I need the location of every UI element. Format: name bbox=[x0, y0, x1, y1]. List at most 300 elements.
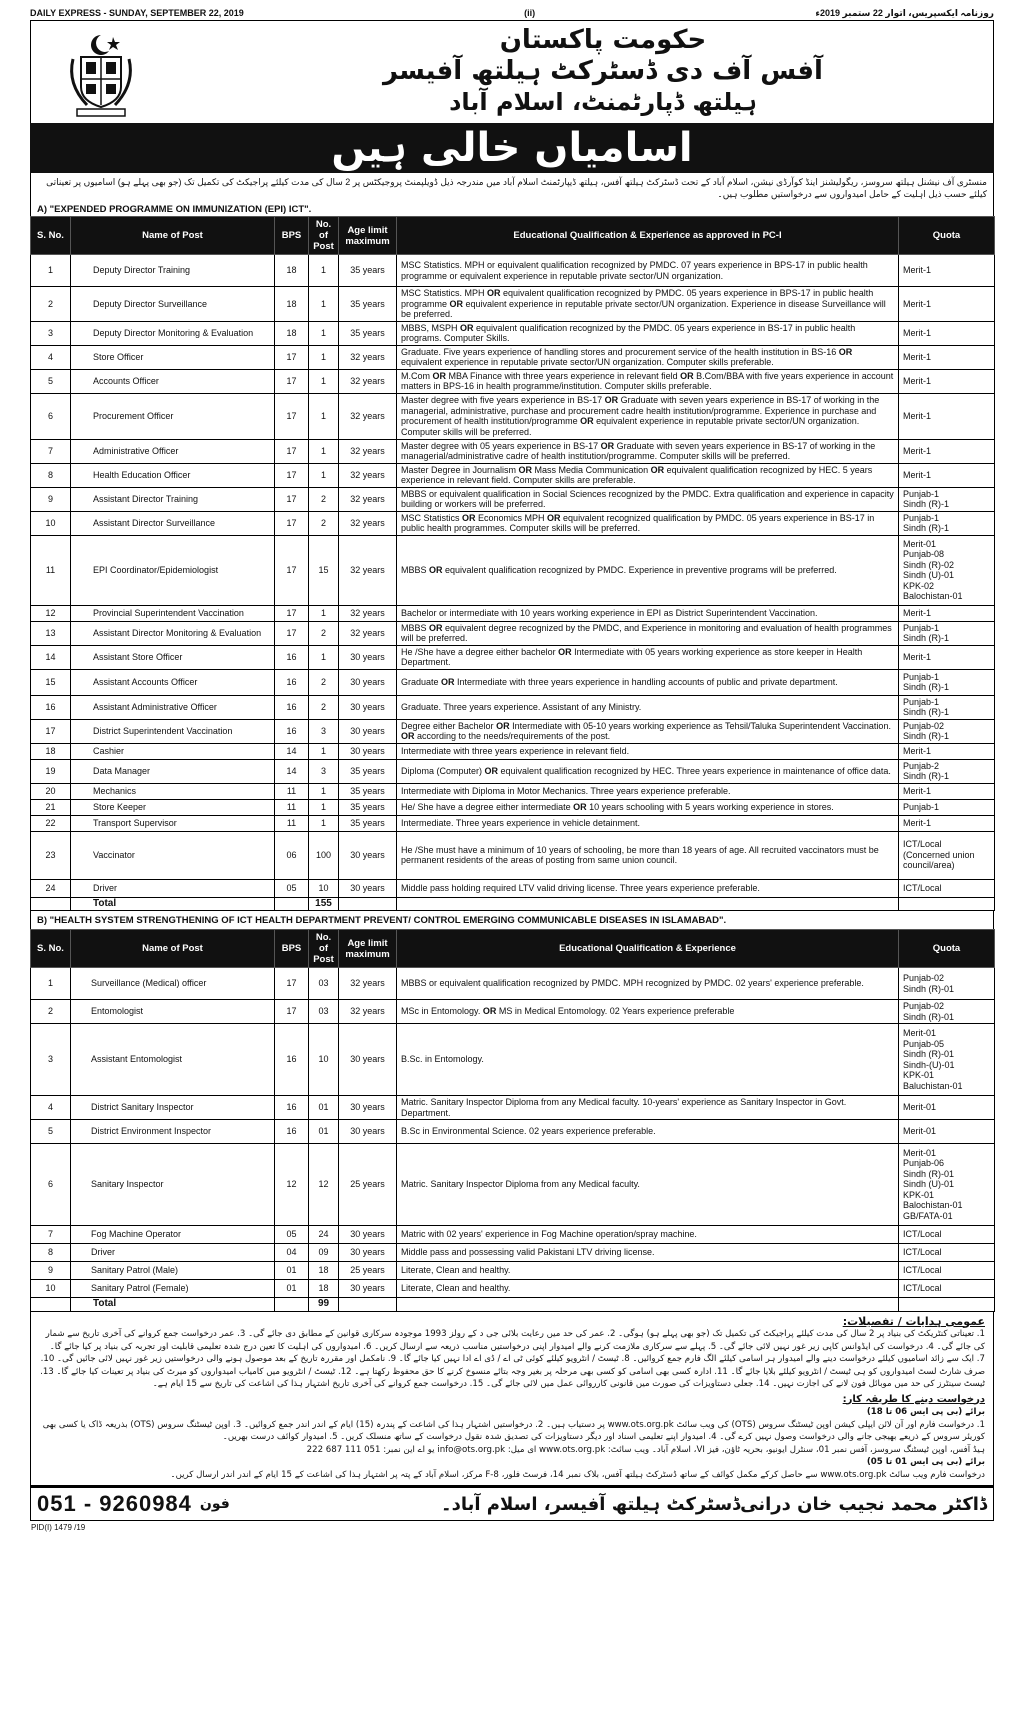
cell-sno: 17 bbox=[31, 719, 71, 743]
page-number: (ii) bbox=[524, 8, 536, 18]
cell-post-name: Sanitary Inspector bbox=[71, 1144, 275, 1226]
cell-sno: 6 bbox=[31, 393, 71, 439]
cell-bps: 17 bbox=[275, 511, 309, 535]
cell-quota: Merit-1 bbox=[899, 743, 995, 759]
table-row bbox=[31, 439, 995, 463]
cell-sno: 24 bbox=[31, 879, 71, 897]
cell-no-of-post: 1 bbox=[309, 287, 339, 322]
cell-sno: 5 bbox=[31, 1120, 71, 1144]
cell-bps: 16 bbox=[275, 1024, 309, 1096]
cell-qualification: MSc in Entomology. OR MS in Medical Entomology. 02 Years experience preferable bbox=[397, 1000, 899, 1024]
cell-qualification: Master degree with 05 years experience in BS-17 OR Graduate with seven years experience in BS-17 of working in the managerial/administrative cadre of health institution/programme. Computer skills will be preferred. bbox=[397, 439, 899, 463]
cell-post-name: Driver bbox=[71, 879, 275, 897]
section-a-title: A) "EXPENDED PROGRAMME ON IMMUNIZATION (EPI) ICT". bbox=[30, 203, 994, 216]
cell-no-of-post: 2 bbox=[309, 669, 339, 695]
table-row bbox=[31, 287, 995, 322]
newspaper-date-urdu: روزنامہ ایکسپریس، اتوار 22 ستمبر 2019ء bbox=[815, 8, 994, 18]
cell-bps: 18 bbox=[275, 321, 309, 345]
cell-empty bbox=[31, 897, 71, 911]
cell-quota: Merit-1 bbox=[899, 393, 995, 439]
bps-1-5-paragraph: درخواست فارم ویب سائٹ www.ots.org.pk سے حاصل کرکے مکمل کوائف کے ساتھ ڈسٹرکٹ ہیلتھ آفس، بلاک نمبر 14، فرسٹ فلور، F-8 مرکز، اسلام آباد کے پتہ پر اشتہار ہذا کی اشاعت کے 15 ایام کے اندر اندر ارسال کریں۔ bbox=[170, 1469, 985, 1480]
cell-post-name: Assistant Entomologist bbox=[71, 1024, 275, 1096]
cell-bps: 05 bbox=[275, 879, 309, 897]
cell-bps: 04 bbox=[275, 1244, 309, 1262]
cell-no-of-post: 01 bbox=[309, 1096, 339, 1120]
cell-post-name: Driver bbox=[71, 1244, 275, 1262]
cell-bps: 14 bbox=[275, 743, 309, 759]
cell-sno: 2 bbox=[31, 287, 71, 322]
cell-post-name: Mechanics bbox=[71, 783, 275, 799]
table-row bbox=[31, 605, 995, 621]
cell-quota: Merit-01 Punjab-05 Sindh (R)-01 Sindh-(U)-01 KPK-01 Baluchistan-01 bbox=[899, 1024, 995, 1096]
cell-quota: Merit-1 bbox=[899, 463, 995, 487]
total-row bbox=[31, 897, 995, 911]
cell-sno: 4 bbox=[31, 1096, 71, 1120]
cell-no-of-post: 2 bbox=[309, 695, 339, 719]
cell-no-of-post: 15 bbox=[309, 535, 339, 605]
cell-quota: Merit-1 bbox=[899, 369, 995, 393]
cell-bps: 17 bbox=[275, 487, 309, 511]
cell-post-name: Assistant Store Officer bbox=[71, 645, 275, 669]
table-row bbox=[31, 321, 995, 345]
cell-bps: 16 bbox=[275, 645, 309, 669]
section-b-table bbox=[30, 929, 995, 1312]
cell-age-limit: 32 years bbox=[339, 621, 397, 645]
table-row bbox=[31, 669, 995, 695]
cell-age-limit: 32 years bbox=[339, 968, 397, 1000]
total-row bbox=[31, 1298, 995, 1312]
cell-no-of-post: 1 bbox=[309, 463, 339, 487]
cell-age-limit: 25 years bbox=[339, 1262, 397, 1280]
cell-bps: 11 bbox=[275, 783, 309, 799]
table-row bbox=[31, 815, 995, 831]
cell-quota: Merit-1 bbox=[899, 605, 995, 621]
cell-no-of-post: 18 bbox=[309, 1262, 339, 1280]
cell-no-of-post: 1 bbox=[309, 815, 339, 831]
cell-no-of-post: 1 bbox=[309, 605, 339, 621]
intro-text: منسٹری آف نیشنل ہیلتھ سروسز، ریگولیشنز اینڈ کوآرڈی نیشن، اسلام آباد کے تحت ڈسٹرکٹ ہیلتھ آفس، ہیلتھ ڈیپارٹمنٹ اسلام آباد میں مندرجہ ذیل ڈویلپمنٹ پروجیکٹس پر 2 سال کی مدت کیلئے پراجیکٹ کی تکمیل تک (جو بھی پہلے ہو) اسامیوں پر تعیناتی کیلئے حسب ذیل اہلیت کے حامل امیدواروں سے درخواستیں مطلوب ہیں۔ bbox=[30, 173, 994, 203]
cell-bps: 17 bbox=[275, 621, 309, 645]
column-header-age-limit: Age limit maximum bbox=[339, 217, 397, 255]
column-header-name-of-post: Name of Post bbox=[71, 217, 275, 255]
cell-empty bbox=[899, 897, 995, 911]
cell-bps: 18 bbox=[275, 255, 309, 287]
cell-no-of-post: 1 bbox=[309, 645, 339, 669]
general-instructions bbox=[30, 1312, 994, 1487]
section-b-header-row bbox=[31, 930, 995, 968]
cell-no-of-post: 1 bbox=[309, 439, 339, 463]
table-row bbox=[31, 463, 995, 487]
table-row bbox=[31, 511, 995, 535]
cell-post-name: Store Keeper bbox=[71, 799, 275, 815]
cell-post-name: Deputy Director Monitoring & Evaluation bbox=[71, 321, 275, 345]
cell-sno: 19 bbox=[31, 759, 71, 783]
total-posts: 99 bbox=[309, 1298, 339, 1312]
advertisement-page bbox=[30, 8, 994, 1708]
cell-qualification: Graduate. Three years experience. Assistant of any Ministry. bbox=[397, 695, 899, 719]
cell-no-of-post: 1 bbox=[309, 255, 339, 287]
cell-age-limit: 32 years bbox=[339, 1000, 397, 1024]
table-row bbox=[31, 1262, 995, 1280]
cell-sno: 21 bbox=[31, 799, 71, 815]
cell-age-limit: 30 years bbox=[339, 695, 397, 719]
cell-post-name: Deputy Director Training bbox=[71, 255, 275, 287]
cell-bps: 17 bbox=[275, 439, 309, 463]
cell-quota: ICT/Local bbox=[899, 1262, 995, 1280]
cell-qualification: Degree either Bachelor OR Intermediate with 05-10 years working experience as Tehsil/Taluka Superintendent Vaccination. OR according to the needs/requirements of the post. bbox=[397, 719, 899, 743]
cell-quota: Punjab-1 Sindh (R)-1 bbox=[899, 695, 995, 719]
table-row bbox=[31, 1024, 995, 1096]
office-name: ڈسٹرکٹ ہیلتھ آفیسر، اسلام آباد۔ bbox=[441, 1493, 741, 1515]
table-row bbox=[31, 1226, 995, 1244]
table-row bbox=[31, 535, 995, 605]
cell-no-of-post: 01 bbox=[309, 1120, 339, 1144]
cell-quota: Punjab-2 Sindh (R)-1 bbox=[899, 759, 995, 783]
cell-post-name: Vaccinator bbox=[71, 831, 275, 879]
cell-quota: Merit-1 bbox=[899, 321, 995, 345]
cell-qualification: Bachelor or intermediate with 10 years working experience in EPI as District Superintendent Vaccination. bbox=[397, 605, 899, 621]
cell-qualification: Master degree with five years experience in BS-17 OR Graduate with seven years experience in BS-17 of working in the managerial, administrative, purchase and procurement cadre health institution/programme. Experience in purchase and procurement of health institution/programme OR equivalent experience in reputable private sector/UN organization. Computer skills will be preferred. bbox=[397, 393, 899, 439]
cell-quota: ICT/Local bbox=[899, 1226, 995, 1244]
instructions-paragraph: 1. تعیناتی کنٹریکٹ کی بنیاد پر 2 سال کی مدت کیلئے پراجیکٹ کی تکمیل تک (جو بھی پہلے ہو) ہوگی۔ 2. عمر کی حد میں رعایت بلائی جی د کے رولز 1993 موجودہ سرکاری قوانین کے مطابق دی جائے گی۔ 3. عمر درخواست جمع کروانے کی آخری تاریخ سے شمار کی جائے گی۔ 4. درخواست کی ایڈوانس کاپی زیر غور نہیں لائی جائے گی۔ 5. پہلے سے سرکاری ملازمت کرنے والے امیدوار اپنی درخواستیں مناسب ذریعہ سے ارسال کریں۔ 6. امیدواروں کی اہلیت کا تعین درج شدہ تعلیمی قابلیت اور تجربہ کی بنیاد پر کیا جائے گا۔ 7. ایک سے زائد اسامیوں کیلئے درخواست دینے والے امیدوار ہر اسامی کیلئے الگ فارم جمع کروائیں۔ 8. ٹیسٹ / انٹرویو کیلئے کوئی ٹی اے / ڈی اے ادا نہیں کیا جائے گا۔ 9. نامکمل اور مقررہ تاریخ کے بعد موصول ہونے والی درخواستیں زیر غور نہیں لائی جائیں گی۔ 10. صرف شارٹ لسٹ امیدواروں کو ہی ٹیسٹ / انٹرویو کیلئے بلایا جائے گا۔ 11. ادارہ کسی بھی اسامی کو کسی بھی مرحلہ پر بغیر وجہ بتائے منسوخ کرنے کا حق محفوظ رکھتا ہے۔ 12. ٹیسٹ / انٹرویو میں کامیاب امیدواروں کو میرٹ کی بنیاد پر تعینات کیا جائے گا۔ 13. ٹیسٹ سینٹرز کی حد میں موبائل فون لانے کی اجازت نہیں۔ 14. جعلی دستاویزات کی صورت میں قانونی کارروائی عمل میں لائی جائے گی۔ 15. درخواست جمع کروانے کی آخری تاریخ اشتہار ہذا کی اشاعت کی تاریخ سے 15 ایام ہے۔ bbox=[40, 1329, 985, 1389]
cell-qualification: MBBS or equivalent qualification in Social Sciences recognized by the PMDC. Extra qualification and experience in capacity building or workers will be preferred. bbox=[397, 487, 899, 511]
cell-age-limit: 30 years bbox=[339, 1226, 397, 1244]
cell-bps: 11 bbox=[275, 799, 309, 815]
cell-qualification: M.Com OR MBA Finance with three years experience in relevant field OR B.Com/BBA with five years experience in account matters in BPS-16 in health programme/institution. Computer skills preferable. bbox=[397, 369, 899, 393]
cell-no-of-post: 1 bbox=[309, 345, 339, 369]
cell-quota: ICT/Local bbox=[899, 879, 995, 897]
cell-quota: Punjab-1 Sindh (R)-1 bbox=[899, 487, 995, 511]
cell-bps: 06 bbox=[275, 831, 309, 879]
cell-sno: 3 bbox=[31, 1024, 71, 1096]
cell-sno: 14 bbox=[31, 645, 71, 669]
how-to-apply-paragraph: 1. درخواست فارم اور آن لائن ایپلی کیشن اوپن ٹیسٹنگ سروس (OTS) کی ویب سائٹ www.ots.org.pk پر دستیاب ہیں۔ 2. درخواستیں اشتہار ہذا کی اشاعت کے پندرہ (15) ایام کے اندر اندر جمع کروائیں۔ 3. اوپن ٹیسٹنگ سروس (OTS) بذریعہ ڈاک یا کسی بھی کوریئر سروس کے ذریعے بھیجی جانے والی درخواست وصول نہیں کرے گی۔ 4. امیدوار اپنے تعلیمی اسناد اور دیگر دستاویزات کی تصدیق شدہ نقول درخواست کے ساتھ منسلک کریں۔ 5. امیدوار کوائف درست بھریں۔ bbox=[42, 1419, 985, 1442]
column-header-bps: BPS bbox=[275, 930, 309, 968]
cell-sno: 5 bbox=[31, 369, 71, 393]
cell-age-limit: 32 years bbox=[339, 511, 397, 535]
cell-qualification: MSC Statistics OR Economics MPH OR equivalent recognized qualification by PMDC. 05 years experience in BS-17 in public health programmes. Computer skills will be preferred. bbox=[397, 511, 899, 535]
cell-qualification: MBBS, MSPH OR equivalent qualification recognized by the PMDC. 05 years experience in BS-17 in public health programs. Computer Skills. bbox=[397, 321, 899, 345]
cell-post-name: Sanitary Patrol (Male) bbox=[71, 1262, 275, 1280]
cell-no-of-post: 18 bbox=[309, 1280, 339, 1298]
cell-post-name: Data Manager bbox=[71, 759, 275, 783]
cell-quota: Merit-1 bbox=[899, 815, 995, 831]
cell-qualification: MSC Statistics. MPH OR equivalent qualification recognized by PMDC. 05 years experience in BPS-17 in public health programme OR equivalent experience in reputable private sector/UN organization. Experience in disease Surveillance will be preferred. bbox=[397, 287, 899, 322]
section-a-table bbox=[30, 216, 995, 911]
cell-qualification: Middle pass holding required LTV valid driving license. Three years experience preferable. bbox=[397, 879, 899, 897]
ad-footer bbox=[30, 1486, 994, 1532]
table-row bbox=[31, 783, 995, 799]
table-row bbox=[31, 759, 995, 783]
cell-qualification: Literate, Clean and healthy. bbox=[397, 1280, 899, 1298]
cell-post-name: Fog Machine Operator bbox=[71, 1226, 275, 1244]
cell-qualification: B.Sc. in Entomology. bbox=[397, 1024, 899, 1096]
cell-quota: Merit-1 bbox=[899, 345, 995, 369]
cell-age-limit: 35 years bbox=[339, 287, 397, 322]
total-label: Total bbox=[71, 1298, 275, 1312]
cell-no-of-post: 09 bbox=[309, 1244, 339, 1262]
cell-qualification: Graduate OR Intermediate with three years experience in handling accounts of public and private department. bbox=[397, 669, 899, 695]
cell-qualification: He /She must have a minimum of 10 years of schooling, be more than 18 years of age. All recruited vaccinators must be permanent residents of the areas of posting from same union council. bbox=[397, 831, 899, 879]
cell-post-name: Deputy Director Surveillance bbox=[71, 287, 275, 322]
table-row bbox=[31, 879, 995, 897]
table-row bbox=[31, 487, 995, 511]
cell-sno: 8 bbox=[31, 463, 71, 487]
cell-qualification: MBBS OR equivalent qualification recognized by PMDC. Experience in preventive programs will be preferred. bbox=[397, 535, 899, 605]
cell-age-limit: 32 years bbox=[339, 463, 397, 487]
cell-post-name: Administrative Officer bbox=[71, 439, 275, 463]
table-row bbox=[31, 695, 995, 719]
bps-1-5-label: برائے (بی پی ایس 01 تا 05) bbox=[866, 1457, 985, 1467]
cell-age-limit: 30 years bbox=[339, 1244, 397, 1262]
column-header-name-of-post: Name of Post bbox=[71, 930, 275, 968]
column-header-qualification: Educational Qualification & Experience bbox=[397, 930, 899, 968]
table-row bbox=[31, 645, 995, 669]
cell-no-of-post: 3 bbox=[309, 759, 339, 783]
cell-age-limit: 30 years bbox=[339, 1280, 397, 1298]
cell-quota: Merit-1 bbox=[899, 645, 995, 669]
ots-contact: ہیڈ آفس، اوپن ٹیسٹنگ سروسز، آفس نمبر 01، سنٹرل ایونیو، بحریہ ٹاؤن، فیز VI، اسلام آباد۔ ویب سائٹ: www.ots.org.pk ای میل: info@ots.org.pk یو اے این نمبر: 051 111 687 222 bbox=[306, 1444, 985, 1455]
cell-qualification: B.Sc in Environmental Science. 02 years experience preferable. bbox=[397, 1120, 899, 1144]
department-heading bbox=[303, 25, 903, 117]
table-row bbox=[31, 1000, 995, 1024]
cell-post-name: Accounts Officer bbox=[71, 369, 275, 393]
cell-age-limit: 35 years bbox=[339, 759, 397, 783]
cell-empty bbox=[339, 1298, 397, 1312]
cell-quota: Punjab-1 bbox=[899, 799, 995, 815]
cell-no-of-post: 1 bbox=[309, 393, 339, 439]
cell-empty bbox=[275, 897, 309, 911]
cell-empty bbox=[31, 1298, 71, 1312]
cell-quota: Merit-1 bbox=[899, 783, 995, 799]
cell-sno: 6 bbox=[31, 1144, 71, 1226]
cell-age-limit: 35 years bbox=[339, 255, 397, 287]
cell-sno: 10 bbox=[31, 511, 71, 535]
cell-no-of-post: 03 bbox=[309, 1000, 339, 1024]
cell-quota: Merit-01 bbox=[899, 1096, 995, 1120]
cell-age-limit: 30 years bbox=[339, 1024, 397, 1096]
cell-age-limit: 35 years bbox=[339, 783, 397, 799]
cell-bps: 14 bbox=[275, 759, 309, 783]
cell-bps: 17 bbox=[275, 345, 309, 369]
cell-qualification: He/ She have a degree either intermediate OR 10 years schooling with 5 years working experience in stores. bbox=[397, 799, 899, 815]
cell-bps: 16 bbox=[275, 669, 309, 695]
table-row bbox=[31, 1244, 995, 1262]
cell-post-name: EPI Coordinator/Epidemiologist bbox=[71, 535, 275, 605]
cell-bps: 16 bbox=[275, 719, 309, 743]
cell-age-limit: 25 years bbox=[339, 1144, 397, 1226]
cell-quota: Punjab-02 Sindh (R)-01 bbox=[899, 1000, 995, 1024]
cell-post-name: Assistant Accounts Officer bbox=[71, 669, 275, 695]
cell-quota: Punjab-1 Sindh (R)-1 bbox=[899, 511, 995, 535]
signatory-name: ڈاکٹر محمد نجیب خان درانی bbox=[740, 1493, 987, 1515]
how-to-apply-title: درخواست دینے کا طریقہ کار: bbox=[842, 1393, 985, 1405]
cell-sno: 13 bbox=[31, 621, 71, 645]
cell-sno: 2 bbox=[31, 1000, 71, 1024]
cell-post-name: Surveillance (Medical) officer bbox=[71, 968, 275, 1000]
cell-age-limit: 30 years bbox=[339, 1096, 397, 1120]
cell-quota: Merit-01 Punjab-08 Sindh (R)-02 Sindh (U)-01 KPK-02 Balochistan-01 bbox=[899, 535, 995, 605]
table-row bbox=[31, 369, 995, 393]
cell-sno: 10 bbox=[31, 1280, 71, 1298]
cell-quota: Merit-01 Punjab-06 Sindh (R)-01 Sindh (U)-01 KPK-01 Balochistan-01 GB/FATA-01 bbox=[899, 1144, 995, 1226]
cell-sno: 7 bbox=[31, 439, 71, 463]
cell-bps: 18 bbox=[275, 287, 309, 322]
table-row bbox=[31, 255, 995, 287]
cell-quota: Merit-1 bbox=[899, 287, 995, 322]
cell-bps: 17 bbox=[275, 1000, 309, 1024]
cell-quota: ICT/Local bbox=[899, 1244, 995, 1262]
cell-post-name: District Superintendent Vaccination bbox=[71, 719, 275, 743]
total-label: Total bbox=[71, 897, 275, 911]
cell-sno: 4 bbox=[31, 345, 71, 369]
cell-quota: Merit-1 bbox=[899, 255, 995, 287]
cell-age-limit: 35 years bbox=[339, 321, 397, 345]
cell-qualification: Middle pass and possessing valid Pakistani LTV driving license. bbox=[397, 1244, 899, 1262]
cell-age-limit: 32 years bbox=[339, 487, 397, 511]
cell-age-limit: 32 years bbox=[339, 345, 397, 369]
cell-sno: 1 bbox=[31, 968, 71, 1000]
cell-post-name: Assistant Administrative Officer bbox=[71, 695, 275, 719]
instructions-title: عمومی ہدایات / تفصیلات: bbox=[842, 1314, 985, 1328]
heading-department: ہیلتھ ڈپارٹمنٹ، اسلام آباد bbox=[449, 88, 757, 116]
cell-age-limit: 32 years bbox=[339, 439, 397, 463]
cell-bps: 16 bbox=[275, 1120, 309, 1144]
cell-quota: Punjab-02 Sindh (R)-01 bbox=[899, 968, 995, 1000]
cell-sno: 8 bbox=[31, 1244, 71, 1262]
cell-empty bbox=[899, 1298, 995, 1312]
heading-government: حکومت پاکستان bbox=[499, 25, 707, 55]
cell-age-limit: 30 years bbox=[339, 879, 397, 897]
cell-bps: 01 bbox=[275, 1262, 309, 1280]
newspaper-topline bbox=[30, 8, 994, 21]
cell-age-limit: 30 years bbox=[339, 645, 397, 669]
cell-no-of-post: 10 bbox=[309, 879, 339, 897]
cell-post-name: Entomologist bbox=[71, 1000, 275, 1024]
vacancies-banner: اسامیاں خالی ہیں bbox=[30, 123, 994, 173]
cell-post-name: Assistant Director Monitoring & Evaluation bbox=[71, 621, 275, 645]
cell-bps: 12 bbox=[275, 1144, 309, 1226]
cell-sno: 18 bbox=[31, 743, 71, 759]
cell-bps: 17 bbox=[275, 393, 309, 439]
cell-post-name: Store Officer bbox=[71, 345, 275, 369]
cell-sno: 7 bbox=[31, 1226, 71, 1244]
table-row bbox=[31, 1096, 995, 1120]
cell-no-of-post: 03 bbox=[309, 968, 339, 1000]
column-header-quota: Quota bbox=[899, 930, 995, 968]
cell-bps: 11 bbox=[275, 815, 309, 831]
total-posts: 155 bbox=[309, 897, 339, 911]
cell-sno: 20 bbox=[31, 783, 71, 799]
phone-number: 051 - 9260984 bbox=[37, 1491, 192, 1516]
column-header-quota: Quota bbox=[899, 217, 995, 255]
cell-bps: 17 bbox=[275, 605, 309, 621]
cell-qualification: Literate, Clean and healthy. bbox=[397, 1262, 899, 1280]
table-row bbox=[31, 393, 995, 439]
cell-sno: 15 bbox=[31, 669, 71, 695]
table-row bbox=[31, 743, 995, 759]
cell-quota: ICT/Local (Concerned union council/area) bbox=[899, 831, 995, 879]
section-b-title: B) "HEALTH SYSTEM STRENGTHENING OF ICT HEALTH DEPARTMENT PREVENT/ CONTROL EMERGING COMMUNICABLE DISEASES IN ISLAMABAD". bbox=[30, 911, 994, 929]
cell-empty bbox=[397, 1298, 899, 1312]
newspaper-date-english: DAILY EXPRESS - SUNDAY, SEPTEMBER 22, 2019 bbox=[30, 8, 244, 18]
cell-age-limit: 35 years bbox=[339, 799, 397, 815]
table-row bbox=[31, 1120, 995, 1144]
cell-sno: 23 bbox=[31, 831, 71, 879]
cell-sno: 11 bbox=[31, 535, 71, 605]
cell-quota: Punjab-02 Sindh (R)-1 bbox=[899, 719, 995, 743]
column-header-no-of-post: No. of Post bbox=[309, 217, 339, 255]
cell-no-of-post: 2 bbox=[309, 621, 339, 645]
cell-qualification: MBBS or equivalent qualification recognized by PMDC. MPH recognized by PMDC. 02 years' experience preferable. bbox=[397, 968, 899, 1000]
cell-bps: 17 bbox=[275, 535, 309, 605]
cell-age-limit: 32 years bbox=[339, 605, 397, 621]
cell-age-limit: 30 years bbox=[339, 743, 397, 759]
cell-age-limit: 30 years bbox=[339, 719, 397, 743]
cell-no-of-post: 1 bbox=[309, 783, 339, 799]
cell-qualification: Intermediate. Three years experience in vehicle detainment. bbox=[397, 815, 899, 831]
cell-post-name: Cashier bbox=[71, 743, 275, 759]
cell-qualification: Matric. Sanitary Inspector Diploma from any Medical faculty. 10-years' experience as Sanitary Inspector in Govt. Department. bbox=[397, 1096, 899, 1120]
cell-no-of-post: 12 bbox=[309, 1144, 339, 1226]
cell-sno: 9 bbox=[31, 1262, 71, 1280]
government-emblem-icon bbox=[61, 29, 141, 119]
cell-no-of-post: 1 bbox=[309, 743, 339, 759]
cell-qualification: MBBS OR equivalent degree recognized by the PMDC, and Experience in monitoring and evaluation of health programmes will be preferred. bbox=[397, 621, 899, 645]
table-row bbox=[31, 1280, 995, 1298]
cell-age-limit: 32 years bbox=[339, 393, 397, 439]
cell-no-of-post: 24 bbox=[309, 1226, 339, 1244]
cell-empty bbox=[397, 897, 899, 911]
cell-age-limit: 30 years bbox=[339, 669, 397, 695]
cell-post-name: Assistant Director Surveillance bbox=[71, 511, 275, 535]
section-a-header-row bbox=[31, 217, 995, 255]
cell-quota: Merit-1 bbox=[899, 439, 995, 463]
column-header-no-of-post: No. of Post bbox=[309, 930, 339, 968]
cell-empty bbox=[275, 1298, 309, 1312]
table-row bbox=[31, 968, 995, 1000]
cell-bps: 17 bbox=[275, 968, 309, 1000]
cell-quota: ICT/Local bbox=[899, 1280, 995, 1298]
cell-sno: 9 bbox=[31, 487, 71, 511]
cell-qualification: Matric with 02 years' experience in Fog Machine operation/spray machine. bbox=[397, 1226, 899, 1244]
cell-quota: Punjab-1 Sindh (R)-1 bbox=[899, 621, 995, 645]
phone-label: فون bbox=[199, 1496, 230, 1512]
cell-no-of-post: 10 bbox=[309, 1024, 339, 1096]
cell-no-of-post: 2 bbox=[309, 511, 339, 535]
table-row bbox=[31, 799, 995, 815]
table-row bbox=[31, 621, 995, 645]
cell-empty bbox=[339, 897, 397, 911]
cell-bps: 01 bbox=[275, 1280, 309, 1298]
cell-age-limit: 32 years bbox=[339, 369, 397, 393]
cell-post-name: Assistant Director Training bbox=[71, 487, 275, 511]
cell-post-name: District Environment Inspector bbox=[71, 1120, 275, 1144]
cell-no-of-post: 3 bbox=[309, 719, 339, 743]
cell-age-limit: 30 years bbox=[339, 1120, 397, 1144]
cell-age-limit: 30 years bbox=[339, 831, 397, 879]
cell-qualification: He /She have a degree either bachelor OR Intermediate with 05 years working experience as store keeper in Health Department. bbox=[397, 645, 899, 669]
cell-bps: 17 bbox=[275, 463, 309, 487]
cell-qualification: Master Degree in Journalism OR Mass Media Communication OR equivalent qualification recognized by HEC. 5 years experience in relevant field. Computer skills are preferable. bbox=[397, 463, 899, 487]
cell-qualification: Graduate. Five years experience of handling stores and procurement service of the health institution in BS-16 OR equivalent experience in reputable private sector/UN organization. Computer skills preferable. bbox=[397, 345, 899, 369]
ad-header bbox=[30, 21, 994, 123]
pid-number: PID(I) 1479 /19 bbox=[31, 1523, 86, 1532]
cell-no-of-post: 1 bbox=[309, 369, 339, 393]
cell-bps: 05 bbox=[275, 1226, 309, 1244]
column-header-qualification: Educational Qualification & Experience as approved in PC-I bbox=[397, 217, 899, 255]
cell-age-limit: 32 years bbox=[339, 535, 397, 605]
